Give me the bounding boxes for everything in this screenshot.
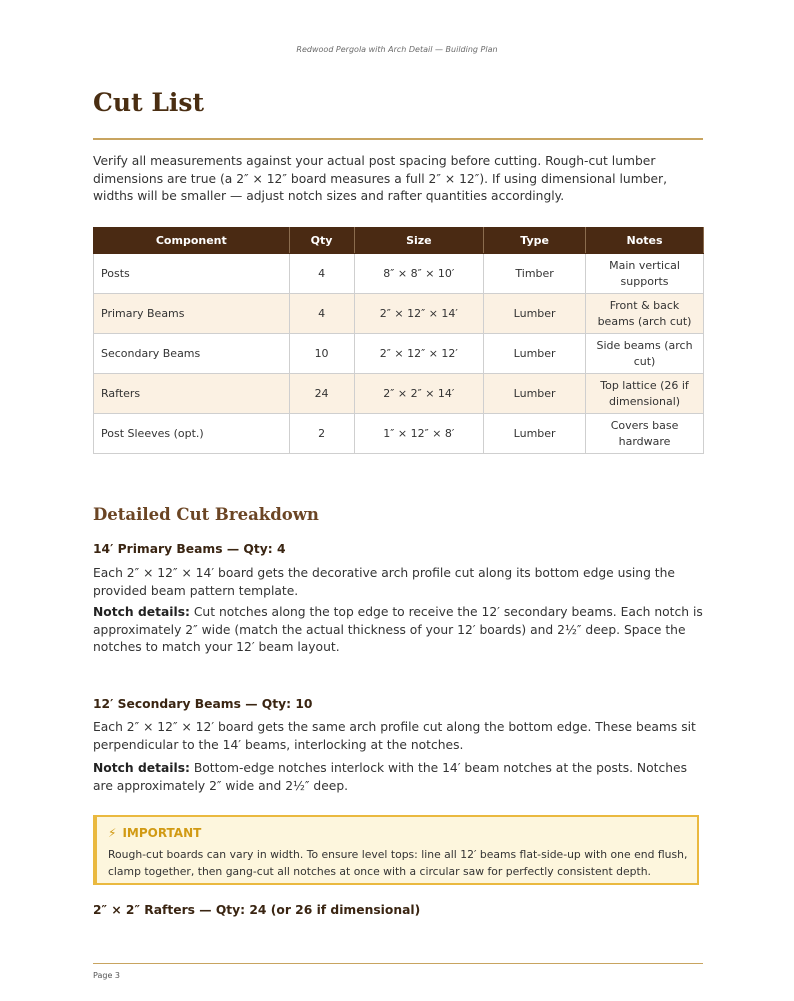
cut-list-table — [93, 227, 704, 454]
callout-label: IMPORTANT — [122, 826, 202, 840]
notch-details-label: Notch details: — [93, 605, 190, 619]
notch-details-text: Cut notches along the top edge to receive the 12′ secondary beams. Each notch is approximately 2″ wide (match the actual thickness of your 12′ boards) and 2½″ deep. Space the notches to match your 12′ beam layout. — [93, 605, 703, 654]
page-title: Cut List — [93, 88, 205, 117]
cell-component: Posts — [94, 254, 290, 294]
notch-details-label: Notch details: — [93, 761, 190, 775]
footer-divider — [93, 963, 703, 964]
cell-type: Lumber — [484, 374, 586, 414]
intro-paragraph: Verify all measurements against your actual post spacing before cutting. Rough-cut lumber dimensions are true (a 2″ × 12″ board measures a full 2″ × 12″). If using dimensional lumber, widths will be smaller — adjust notch sizes and rafter quantities accordingly. — [93, 154, 668, 203]
primary-beams-notch-details — [93, 604, 705, 657]
lightning-bolt-icon: ⚡ — [108, 826, 117, 840]
col-header-qty: Qty — [289, 228, 354, 254]
secondary-beams-notch-details — [93, 760, 705, 795]
cell-component: Secondary Beams — [94, 334, 290, 374]
callout-header — [108, 826, 201, 840]
section-title-detailed-breakdown: Detailed Cut Breakdown — [93, 505, 319, 524]
col-header-type: Type — [484, 228, 586, 254]
table-row — [94, 254, 704, 294]
col-header-notes: Notes — [586, 228, 704, 254]
running-header: Redwood Pergola with Arch Detail — Building Plan — [296, 45, 498, 54]
table-row — [94, 294, 704, 334]
cell-notes: Main vertical supports — [586, 254, 704, 294]
cell-qty: 10 — [289, 334, 354, 374]
cell-notes: Top lattice (26 if dimensional) — [586, 374, 704, 414]
cell-size: 2″ × 2″ × 14′ — [354, 374, 484, 414]
cell-component: Rafters — [94, 374, 290, 414]
cell-size: 2″ × 12″ × 14′ — [354, 294, 484, 334]
cell-size: 8″ × 8″ × 10′ — [354, 254, 484, 294]
col-header-size: Size — [354, 228, 484, 254]
cell-component: Primary Beams — [94, 294, 290, 334]
table-row — [94, 414, 704, 454]
cell-qty: 4 — [289, 254, 354, 294]
primary-beams-heading: 14′ Primary Beams — Qty: 4 — [93, 542, 286, 556]
rafters-heading: 2″ × 2″ Rafters — Qty: 24 (or 26 if dimensional) — [93, 903, 421, 917]
callout-text: Rough-cut boards can vary in width. To ensure level tops: line all 12′ beams flat-side-up with one end flush, clamp together, then gang-cut all notches at once with a circular saw for perfectly consistent depth. — [108, 848, 688, 878]
cell-notes: Front & back beams (arch cut) — [586, 294, 704, 334]
cell-type: Lumber — [484, 414, 586, 454]
cell-size: 2″ × 12″ × 12′ — [354, 334, 484, 374]
secondary-beams-heading: 12′ Secondary Beams — Qty: 10 — [93, 697, 313, 711]
cell-qty: 4 — [289, 294, 354, 334]
cell-qty: 24 — [289, 374, 354, 414]
cell-component: Post Sleeves (opt.) — [94, 414, 290, 454]
title-divider — [93, 138, 703, 140]
cell-notes: Side beams (arch cut) — [586, 334, 704, 374]
cell-qty: 2 — [289, 414, 354, 454]
important-callout — [93, 815, 699, 885]
cell-type: Lumber — [484, 294, 586, 334]
notch-details-text: Bottom-edge notches interlock with the 14′ beam notches at the posts. Notches are approximately 2″ wide and 2½″ deep. — [93, 761, 688, 793]
cell-size: 1″ × 12″ × 8′ — [354, 414, 484, 454]
primary-beams-body: Each 2″ × 12″ × 14′ board gets the decorative arch profile cut along its bottom edge using the provided beam pattern template. — [93, 566, 675, 598]
col-header-component: Component — [94, 228, 290, 254]
cell-type: Lumber — [484, 334, 586, 374]
table-row — [94, 334, 704, 374]
page-number: Page 3 — [93, 971, 120, 980]
cell-type: Timber — [484, 254, 586, 294]
table-row — [94, 374, 704, 414]
cell-notes: Covers base hardware — [586, 414, 704, 454]
table-header-row — [94, 228, 704, 254]
secondary-beams-body: Each 2″ × 12″ × 12′ board gets the same arch profile cut along the bottom edge. These beams sit perpendicular to the 14′ beams, interlocking at the notches. — [93, 720, 696, 752]
